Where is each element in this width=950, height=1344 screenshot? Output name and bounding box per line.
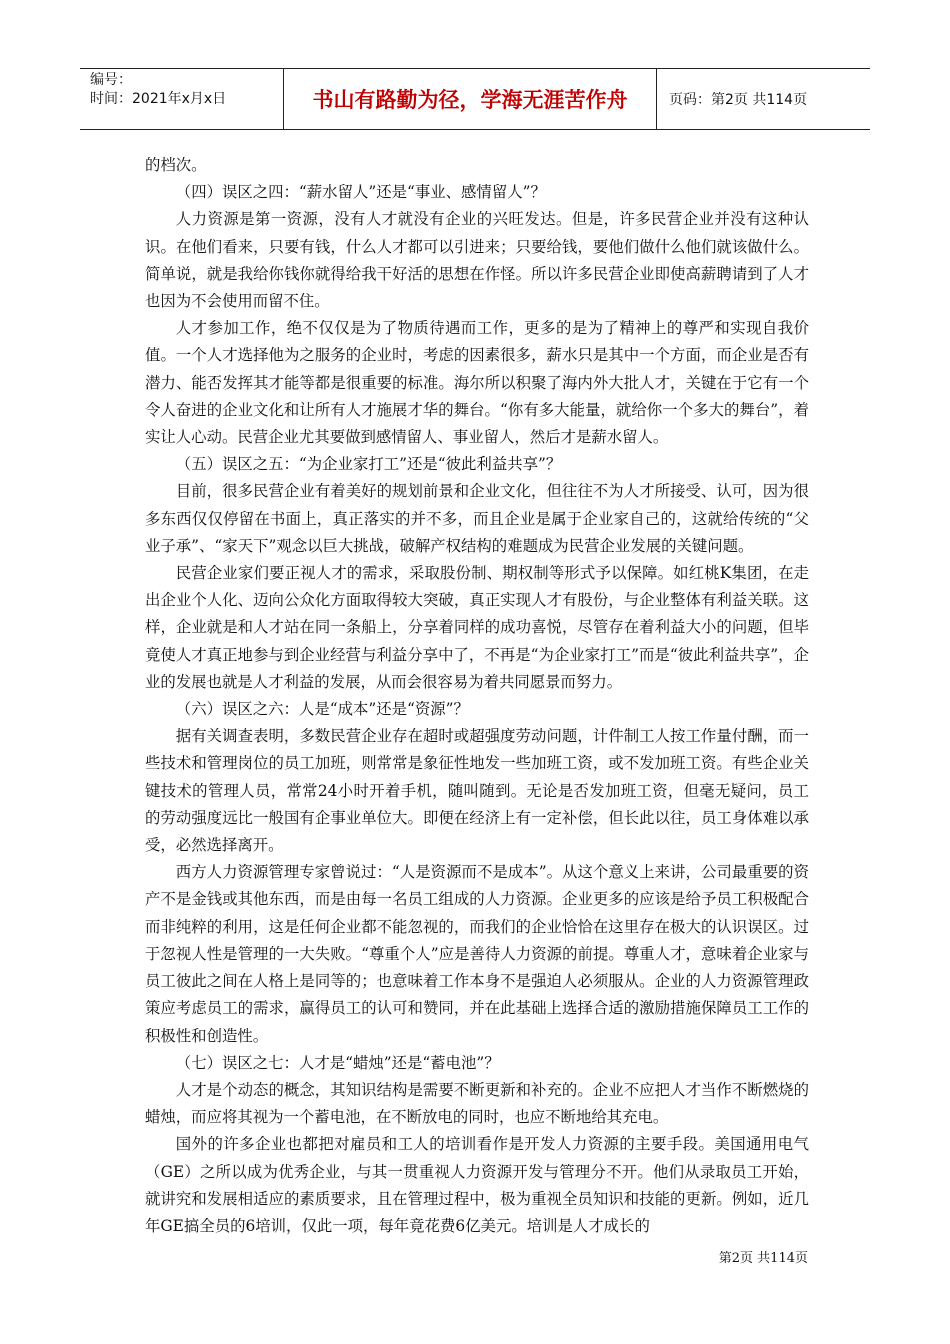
section-heading: （六）误区之六：人是“成本”还是“资源”？ bbox=[175, 700, 469, 719]
header-page-number: 页码：第2页 共114页 bbox=[669, 92, 808, 108]
paragraph: 目前，很多民营企业有着美好的规划前景和企业文化，但往往不为人才所接受、认可，因为很多东西仅仅停留在书面上，真正落实的并不多，而且企业是属于企业家自己的，这就给传统的“父业子承”、“家天下”观念以巨大挑战，破解产权结构的难题成为民营企业发展的关键问题。 bbox=[145, 482, 809, 555]
paragraph: 国外的许多企业也都把对雇员和工人的培训看作是开发人力资源的主要手段。美国通用电气（GE）之所以成为优秀企业，与其一贯重视人力资源开发与管理分不开。他们从录取员工开始，就讲究和发展相适应的素质要求，且在管理过程中，极为重视全员知识和技能的更新。例如，近几年GE搞全员的6培训，仅此一项，每年竟花费6亿美元。培训是人才成长的 bbox=[145, 1135, 809, 1235]
document-date: 时间：2021年x月x日 bbox=[90, 91, 227, 107]
paragraph: 民营企业家们要正视人才的需求，采取股份制、期权制等形式予以保障。如红桃K集团，在走出企业个人化、迈向公众化方面取得较大突破，真正实现人才有股份，与企业整体有利益关联。这样，企业就是和人才站在同一条船上，分享着同样的成功喜悦，尽管存在着利益大小的问题，但毕竟使人才真正地参与到企业经营与利益分享中了，不再是“为企业家打工”而是“彼此利益共享”，企业的发展也就是人才利益的发展，从而会很容易为着共同愿景而努力。 bbox=[145, 564, 809, 691]
paragraph: 据有关调查表明，多数民营企业存在超时或超强度劳动问题，计件制工人按工作量付酬，而一些技术和管理岗位的员工加班，则常常是象征性地发一些加班工资，或不发加班工资。有些企业关键技术的管理人员，常常24小时开着手机，随叫随到。无论是否发加班工资，但毫无疑问，员工的劳动强度远比一般国有企事业单位大。即便在经济上有一定补偿，但长此以往，员工身体难以承受，必然选择离开。 bbox=[145, 727, 809, 855]
header-meta bbox=[80, 69, 284, 129]
document-number: 编号： bbox=[90, 72, 132, 88]
paragraph: 人力资源是第一资源，没有人才就没有企业的兴旺发达。但是，许多民营企业并没有这种认识。在他们看来，只要有钱，什么人才都可以引进来；只要给钱，要他们做什么他们就该做什么。简单说，就是我给你钱你就得给我干好活的思想在作怪。所以许多民营企业即使高薪聘请到了人才也因为不会使用而留不住。 bbox=[145, 210, 809, 311]
section-heading: （五）误区之五：“为企业家打工”还是“彼此利益共享”？ bbox=[175, 455, 562, 474]
paragraph: 的档次。 bbox=[145, 156, 207, 174]
page-header bbox=[80, 68, 870, 130]
document-body bbox=[145, 152, 809, 1240]
section-heading: （七）误区之七：人才是“蜡烛”还是“蓄电池”？ bbox=[175, 1053, 500, 1072]
paragraph: 人才是个动态的概念，其知识结构是需要不断更新和补充的。企业不应把人才当作不断燃烧的蜡烛，而应将其视为一个蓄电池，在不断放电的同时，也应不断地给其充电。 bbox=[145, 1080, 809, 1127]
header-motto: 书山有路勤为径，学海无涯苦作舟 bbox=[284, 69, 657, 129]
page-footer: 第2页 共114页 bbox=[718, 1251, 808, 1266]
paragraph: 人才参加工作，绝不仅仅是为了物质待遇而工作，更多的是为了精神上的尊严和实现自我价值。一个人才选择他为之服务的企业时，考虑的因素很多，薪水只是其中一个方面，而企业是否有潜力、能否发挥其才能等都是很重要的标准。海尔所以积聚了海内外大批人才，关键在于它有一个令人奋进的企业文化和让所有人才施展才华的舞台。“你有多大能量，就给你一个多大的舞台”，着实让人心动。民营企业尤其要做到感情留人、事业留人，然后才是薪水留人。 bbox=[145, 319, 809, 447]
section-heading: （四）误区之四：“薪水留人”还是“事业、感情留人”？ bbox=[175, 183, 546, 202]
paragraph: 西方人力资源管理专家曾说过：“人是资源而不是成本”。从这个意义上来讲，公司最重要的资产不是金钱或其他东西，而是由每一名员工组成的人力资源。企业更多的应该是给予员工积极配合而非纯粹的利用，这是任何企业都不能忽视的，而我们的企业恰恰在这里存在极大的认识误区。过于忽视人性是管理的一大失败。“尊重个人”应是善待人力资源的前提。尊重人才，意味着企业家与员工彼此之间在人格上是同等的；也意味着工作本身不是强迫人必须服从。企业的人力资源管理政策应考虑员工的需求，赢得员工的认可和赞同，并在此基础上选择合适的激励措施保障员工工作的积极性和创造性。 bbox=[145, 863, 809, 1045]
